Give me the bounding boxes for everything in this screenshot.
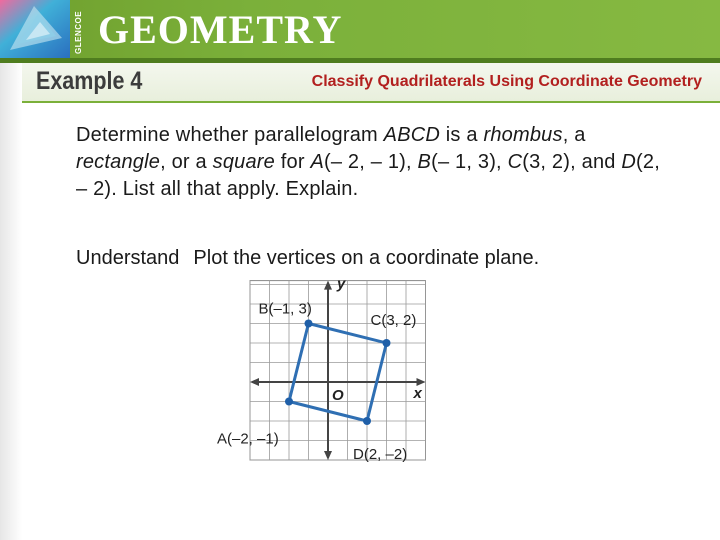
vertex-a-name: A [310,151,324,173]
problem-text: for [274,151,311,173]
problem-text: , a [562,124,586,146]
vertex-d-name: D [621,151,637,173]
vertex-c-name: C [507,151,523,173]
origin-label: O [332,387,344,404]
example-label: Example 4 [36,67,143,95]
book-title: GEOMETRY [98,7,343,52]
x-axis-label: x [413,385,422,402]
vertex-point-b [305,320,313,328]
term-rectangle: rectangle [76,151,161,173]
understand-text: Plot the vertices on a coordinate plane. [193,247,540,269]
understand-label: Understand [76,247,180,269]
example-topic: Classify Quadrilaterals Using Coordinate Geometry [311,73,702,90]
vertex-c-coords: (3, 2), and [522,151,622,173]
problem-text: Determine whether parallelogram [76,124,384,146]
y-axis-label: y [337,275,346,293]
vertex-label-d: D(2, –2) [353,446,408,463]
problem-text: is a [440,124,484,146]
vertex-label-c: C(3, 2) [370,312,417,329]
brand-name: GLENCOE [74,10,83,54]
vertex-label-a: A(–2, –1) [217,430,279,448]
problem-text: , or a [160,151,213,173]
vertex-a-coords: (– 2, – 1), [323,151,418,173]
vertex-d-coords: (2, – 2). List all that apply. Explain. [76,151,660,200]
vertex-point-d [363,417,371,425]
vertex-point-c [383,339,391,347]
vertex-b-name: B [417,151,432,173]
vertex-b-coords: (– 1, 3), [431,151,508,173]
figure-name: ABCD [383,124,441,146]
term-rhombus: rhombus [483,124,563,146]
term-square: square [212,151,275,173]
vertex-point-a [285,398,293,406]
vertex-label-b: B(–1, 3) [258,300,312,318]
